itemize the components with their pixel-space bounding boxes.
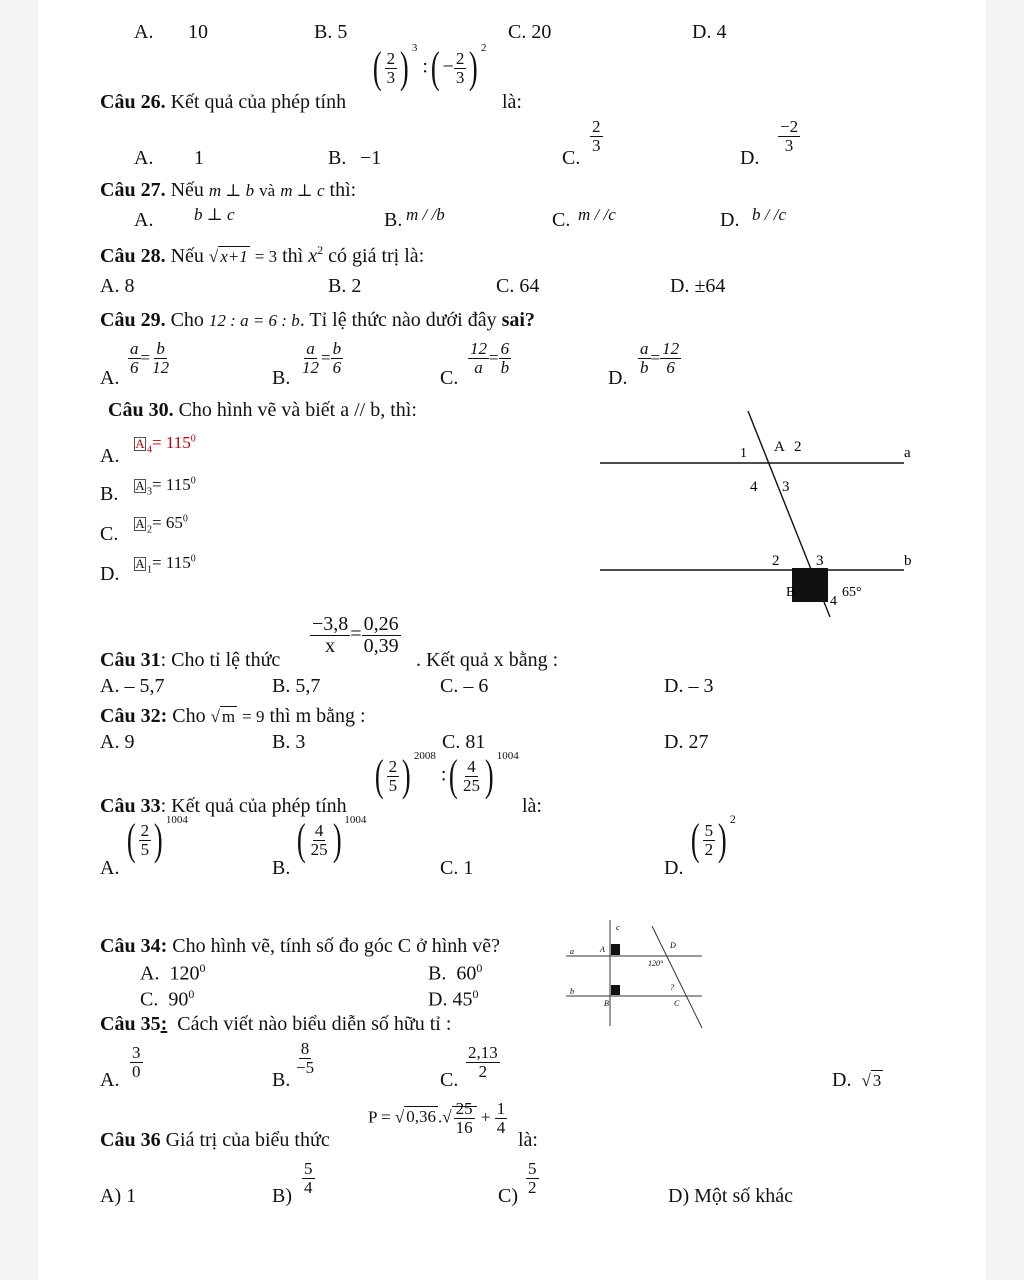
q25-option-c: C. 20	[508, 21, 552, 43]
q28-option-b: B. 2	[328, 275, 362, 297]
q32-text: Câu 32: Cho √ m = 9 thì m bằng :	[100, 705, 366, 727]
fig34-C: C	[674, 999, 680, 1008]
q30-text: Câu 30. Cho hình vẽ và biết a // b, thì:	[108, 399, 417, 421]
q27-option-b: B.	[384, 209, 403, 231]
q27-option-d-value: b / /c	[752, 205, 786, 224]
q29-option-c-value: $\frac{12}{a}$ = $\frac{6}{b}$	[470, 339, 510, 377]
q35-option-b-value: $\frac{8}{-5}$	[296, 1039, 315, 1077]
q33-tail: là:	[522, 795, 542, 817]
q26-option-c-value: $\frac{2}{3}$	[592, 117, 601, 155]
fig34-120: 120°	[648, 959, 664, 968]
q27-option-d: D.	[720, 209, 740, 231]
fig34-transversal	[652, 926, 702, 1028]
q30-option-b-value: A $_3= 115^0$	[135, 475, 196, 498]
fig30-a: a	[904, 445, 911, 461]
q29-option-d: D.	[608, 367, 628, 389]
fig34-c: c	[616, 923, 620, 932]
q29-option-a-value: $\frac{a}{6}$ = $\frac{b}{12}$	[130, 339, 170, 377]
q27-option-b-value: m / /b	[406, 205, 445, 224]
q33-option-a-value: ( $\frac{2}{5}$ ) $^{1004}$	[126, 813, 188, 864]
q31-option-a: A. – 5,7	[100, 675, 165, 697]
document-page	[38, 0, 986, 1280]
fig30-3: 3	[782, 479, 790, 495]
q28-text: Câu 28. Nếu √ x+1 = 3 thì $x^2$ có giá trị là:	[100, 243, 425, 267]
q28-option-a: A. 8	[100, 275, 135, 297]
q31-option-b: B. 5,7	[272, 675, 321, 697]
q35-option-c: C.	[440, 1069, 459, 1091]
q26-option-b: B.	[328, 147, 347, 169]
q31-expression: $\frac{-3,8}{x}$ = $\frac{0,26}{0,39}$	[312, 613, 399, 657]
q33-option-b: B.	[272, 857, 291, 879]
q30-option-b: B.	[100, 483, 119, 505]
q29-text: Câu 29. Cho 12 : a = 6 : b. Tỉ lệ thức nào dưới đây sai?	[100, 309, 535, 331]
q25-option-a: A.	[134, 21, 154, 43]
fig34-D: D	[670, 941, 676, 950]
q32-option-c: C. 81	[442, 731, 486, 753]
q27-option-c-value: m / /c	[578, 205, 616, 224]
q34-text: Câu 34: Cho hình vẽ, tính số đo góc C ở hình vẽ?	[100, 935, 501, 957]
q31-option-d: D. – 3	[664, 675, 714, 697]
angle-mark	[792, 568, 828, 602]
q30-figure	[598, 405, 918, 620]
q33-text: Câu 33: Kết quả của phép tính	[100, 795, 347, 817]
q26-option-b-value: −1	[360, 147, 382, 169]
q27-option-a: A.	[134, 209, 154, 231]
fig34-b: b	[570, 987, 574, 996]
q26-option-a: A.	[134, 147, 154, 169]
q30-option-c-value: A $_2= 65^0$	[135, 513, 188, 536]
q35-option-c-value: $\frac{2,13}{2}$	[468, 1043, 498, 1081]
q32-option-d: D. 27	[664, 731, 709, 753]
q29-option-d-value: $\frac{a}{b}$ = $\frac{12}{6}$	[640, 339, 680, 377]
q34-figure	[562, 916, 712, 1031]
q36-option-a: A) 1	[100, 1185, 137, 1207]
q31-tail: . Kết quả x bằng :	[416, 649, 559, 671]
fig30-1: 1	[740, 446, 747, 461]
fig34-B: B	[604, 999, 609, 1008]
fig30-4: 4	[750, 479, 758, 495]
q34-option-a: A. $120^0$	[140, 961, 206, 985]
q27-text: Câu 27. Nếu m ⊥ b và m ⊥ c thì:	[100, 179, 357, 201]
q34-option-d: D. $45^0$	[428, 987, 479, 1011]
q25-option-d: D. 4	[692, 21, 727, 43]
q31-text: Câu 31: Cho tỉ lệ thức	[100, 649, 281, 671]
q29-option-b-value: $\frac{a}{12}$ = $\frac{b}{6}$	[302, 339, 342, 377]
fig34-right-angle-A	[611, 944, 620, 955]
q36-expression: P = √ 0,36 .√ $\frac{25}{16}$ + $\frac{1}{4}$	[368, 1099, 506, 1137]
q33-option-a: A.	[100, 857, 120, 879]
q28-option-d: D. ±64	[670, 275, 726, 297]
q26-tail: là:	[502, 91, 522, 113]
fig30-2b: 2	[772, 553, 780, 569]
q35-option-b: B.	[272, 1069, 291, 1091]
fig34-a: a	[570, 947, 574, 956]
q33-option-d-value: ( $\frac{5}{2}$ ) $^2$	[690, 811, 736, 864]
fig30-A: A	[774, 439, 785, 455]
fig34-A: A	[600, 945, 605, 954]
q26-text: Câu 26. Kết quả của phép tính	[100, 91, 347, 113]
fig34-right-angle-B	[611, 985, 620, 995]
q36-text: Câu 36 Giá trị của biểu thức	[100, 1129, 330, 1151]
q29-option-c: C.	[440, 367, 459, 389]
q25-option-b: B. 5	[314, 21, 348, 43]
q29-option-a: A.	[100, 367, 120, 389]
q35-option-d: D. √ 3	[832, 1069, 882, 1091]
fig30-2: 2	[794, 439, 802, 455]
q27-option-c: C.	[552, 209, 571, 231]
q36-option-c: C)	[498, 1185, 518, 1207]
q26-option-d-value: $\frac{-2}{3}$	[780, 117, 799, 155]
fig34-q: ?	[670, 983, 674, 992]
q28-option-c: C. 64	[496, 275, 540, 297]
q35-option-a-value: $\frac{3}{0}$	[132, 1043, 141, 1081]
q26-option-a-value: 1	[194, 147, 204, 169]
q33-option-b-value: ( $\frac{4}{25}$ ) $^{1004}$	[296, 813, 367, 864]
fig30-B: B	[786, 585, 796, 600]
fig30-4b: 4	[830, 594, 837, 609]
q33-option-c: C. 1	[440, 857, 474, 879]
q26-option-d: D.	[740, 147, 760, 169]
q26-option-c: C.	[562, 147, 581, 169]
q35-text: Câu 35: Cách viết nào biểu diễn số hữu tỉ :	[100, 1013, 452, 1035]
q33-option-d: D.	[664, 857, 684, 879]
q27-option-a-value: b ⊥ c	[194, 205, 235, 224]
q32-option-b: B. 3	[272, 731, 306, 753]
q25-option-a-value: 10	[188, 21, 208, 43]
q30-option-d: D.	[100, 563, 120, 585]
fig30-b: b	[904, 553, 912, 569]
q32-option-a: A. 9	[100, 731, 135, 753]
q36-option-b-value: $\frac{5}{4}$	[304, 1159, 313, 1197]
fig30-3b: 3	[816, 553, 824, 569]
q30-option-d-value: A $_1= 115^0$	[135, 553, 196, 576]
q26-expression: ( $\frac{2}{3}$ ) $^3$ :( − $\frac{2}{3}$ ) $^2$	[372, 41, 487, 92]
q33-expression: ( $\frac{2}{5}$ ) $^{2008}$ :( $\frac{4}{25}$ ) $^{1004}$	[374, 749, 519, 800]
q36-option-d: D) Một số khác	[668, 1185, 793, 1207]
fig30-65: 65°	[842, 585, 862, 600]
q35-option-a: A.	[100, 1069, 120, 1091]
q30-option-a: A.	[100, 445, 120, 467]
q34-option-c: C. $90^0$	[140, 987, 195, 1011]
q34-option-b: B. $60^0$	[428, 961, 483, 985]
q30-option-a-value: A $_4= 115^0$	[135, 433, 196, 456]
q36-tail: là:	[518, 1129, 538, 1151]
q31-option-c: C. – 6	[440, 675, 489, 697]
q30-option-c: C.	[100, 523, 119, 545]
q36-option-c-value: $\frac{5}{2}$	[528, 1159, 537, 1197]
q29-option-b: B.	[272, 367, 291, 389]
q36-option-b: B)	[272, 1185, 292, 1207]
